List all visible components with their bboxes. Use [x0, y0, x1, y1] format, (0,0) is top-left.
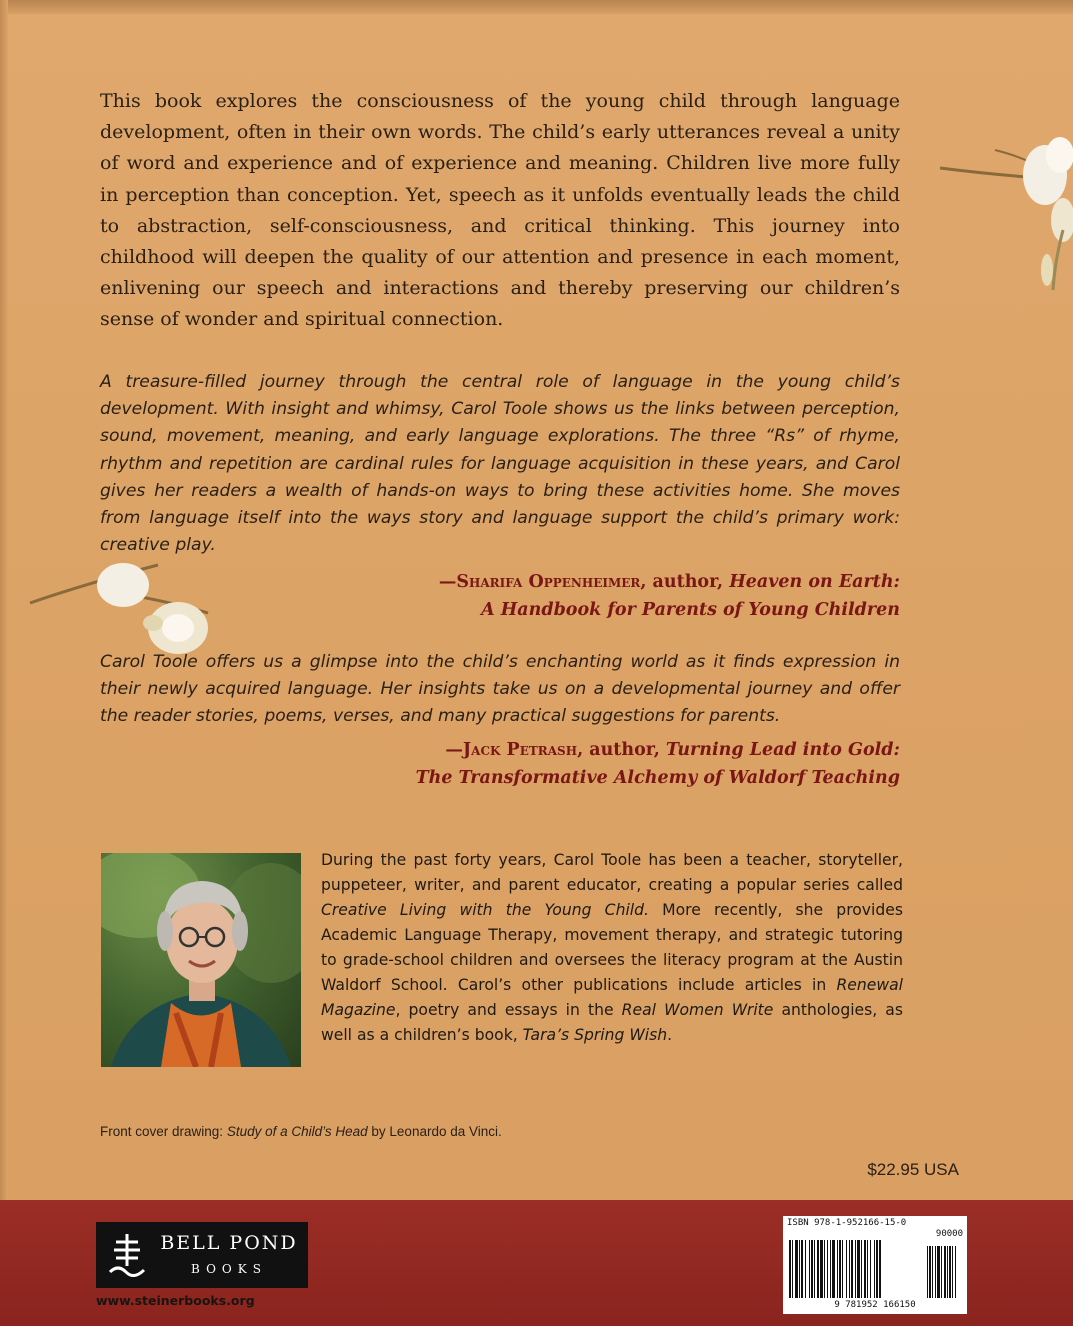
barcode-bar	[789, 1240, 791, 1298]
bell-pond-mark-icon	[106, 1230, 148, 1280]
isbn-number: ISBN 978-1-952166-15-0	[787, 1218, 907, 1228]
bio-magazine-title: Renewal Magazine	[321, 976, 903, 1019]
endorsement-attribution	[280, 736, 900, 792]
publisher-url: www.steinerbooks.org	[96, 1293, 255, 1308]
barcode-bar	[830, 1240, 831, 1298]
endorsement-quote: Carol Toole offers us a glimpse into the child’s enchanting world as it finds expression in their newly acquired language. Her insights take us on a developmental journey and offer the reader stories, poems, verses, and many practical suggestions for parents.	[100, 652, 900, 727]
price: $22.95 USA	[867, 1160, 959, 1179]
spine-edge-shadow	[0, 0, 8, 1200]
barcode-bar	[876, 1240, 878, 1298]
barcode-addon-bar	[929, 1246, 931, 1298]
endorser-role: , author,	[640, 572, 730, 592]
bio-text: During the past forty years, Carol Toole has been a teacher, storyteller, puppeteer, writer, and parent educator, creating a popular series called	[321, 851, 903, 894]
credit-suffix: by Leonardo da Vinci.	[367, 1124, 502, 1139]
endorser-name: Sharifa Oppenheimer	[456, 572, 641, 592]
barcode-bar	[809, 1240, 810, 1298]
bio-text: .	[667, 1026, 673, 1044]
barcode-addon-bar	[955, 1246, 956, 1298]
author-bio	[321, 848, 903, 1048]
barcode-addon-bar	[935, 1246, 936, 1298]
bio-text: , poetry and essays in the	[395, 1001, 622, 1019]
endorser-name: Jack Petrash	[462, 740, 578, 760]
barcode-bar	[846, 1240, 847, 1298]
ean-number: 9 781952 166150	[834, 1300, 916, 1310]
barcode-bar	[864, 1240, 866, 1298]
barcode-bar	[795, 1240, 798, 1298]
barcode-bar	[839, 1240, 841, 1298]
barcode-bar	[842, 1240, 843, 1298]
barcode-addon-bar	[937, 1246, 940, 1298]
cover-credit	[100, 1124, 502, 1139]
barcode-bar	[817, 1240, 819, 1298]
endorser-role: , author,	[577, 740, 666, 760]
barcode-addon-bar	[952, 1246, 953, 1298]
barcode-bar	[805, 1240, 806, 1298]
barcode-bars	[789, 1240, 961, 1298]
endorser-book-subtitle: The Transformative Alchemy of Waldorf Teaching	[415, 768, 900, 788]
author-photo	[101, 853, 301, 1067]
barcode-bar	[857, 1240, 860, 1298]
barcode-bar	[801, 1240, 803, 1298]
endorser-book-title: Turning Lead into Gold:	[665, 740, 900, 760]
endorser-book-title: Heaven on Earth:	[729, 572, 900, 592]
bio-text: anthologies, as well as a children’s book,	[321, 1001, 903, 1044]
barcode-bar	[861, 1240, 862, 1298]
barcode-bar	[849, 1240, 850, 1298]
endorsement-quote: A treasure-filled journey through the central role of language in the young child’s development. With insight and whimsy, Carol Toole shows us the links between perception, sound, movement, meaning, and early language explorations. The three “Rs” of rhyme, rhythm and repetition are cardinal rules for language acquisition in these years, and Carol gives her readers a wealth of hands-on ways to bring these activities home. She moves from language itself into the ways story and language support the child’s primary work: creative play.	[100, 372, 900, 556]
credit-artwork-title: Study of a Child’s Head	[226, 1124, 368, 1139]
endorsement-attribution	[280, 568, 900, 624]
barcode-bar	[814, 1240, 815, 1298]
attribution-dash: —	[438, 572, 457, 592]
publisher-imprint: BOOKS	[191, 1262, 267, 1276]
barcode-addon-bar	[932, 1246, 933, 1298]
barcode-bar	[874, 1240, 875, 1298]
top-edge-shadow	[0, 0, 1073, 14]
bio-series-title: Creative Living with the Young Child.	[321, 901, 649, 919]
attribution-dash: —	[445, 740, 463, 760]
barcode	[783, 1216, 967, 1314]
bio-text: More recently, she provides Academic Language Therapy, movement therapy, and strategic tutoring to grade-school children and oversees the literacy program at the Austin Waldorf School. Carol’s other publications include articles in	[321, 901, 903, 994]
book-description: This book explores the consciousness of the young child through language development, often in their own words. The child’s early utterances reveal a unity of word and experience and of experience and meaning. Children live more fully in perception than conception. Yet, speech as it unfolds eventually leads the child to abstraction, self-consciousness, and critical thinking. This journey into childhood will deepen the quality of our attention and presence in each moment, enlivening our speech and interactions and thereby preserving our children’s sense of wonder and spiritual connection.	[100, 90, 900, 331]
barcode-bar	[792, 1240, 793, 1298]
barcode-addon-bar	[949, 1246, 951, 1298]
credit-prefix: Front cover drawing:	[100, 1124, 227, 1139]
barcode-bar	[811, 1240, 813, 1298]
barcode-bar	[867, 1240, 868, 1298]
barcode-bar	[799, 1240, 800, 1298]
flower-sprig-icon	[28, 553, 218, 663]
barcode-bar	[879, 1240, 881, 1298]
bio-anthology-title: Real Women Write	[621, 1001, 774, 1019]
flower-branch-icon	[935, 120, 1073, 295]
barcode-addon-bar	[941, 1246, 942, 1298]
barcode-bar	[827, 1240, 828, 1298]
barcode-bar	[837, 1240, 838, 1298]
publisher-name: BELL POND	[160, 1232, 298, 1254]
barcode-bar	[824, 1240, 825, 1298]
barcode-bar	[870, 1240, 871, 1298]
barcode-addon-bar	[947, 1246, 948, 1298]
barcode-addon-bar	[944, 1246, 946, 1298]
bio-book-title: Tara’s Spring Wish	[522, 1026, 668, 1044]
endorser-book-subtitle: A Handbook for Parents of Young Children	[481, 600, 900, 620]
barcode-bar	[820, 1240, 823, 1298]
barcode-bar	[855, 1240, 856, 1298]
publisher-logo	[96, 1222, 308, 1288]
price-code: 90000	[935, 1229, 963, 1239]
barcode-bar	[851, 1240, 853, 1298]
barcode-bar	[832, 1240, 835, 1298]
barcode-addon-bar	[927, 1246, 928, 1298]
